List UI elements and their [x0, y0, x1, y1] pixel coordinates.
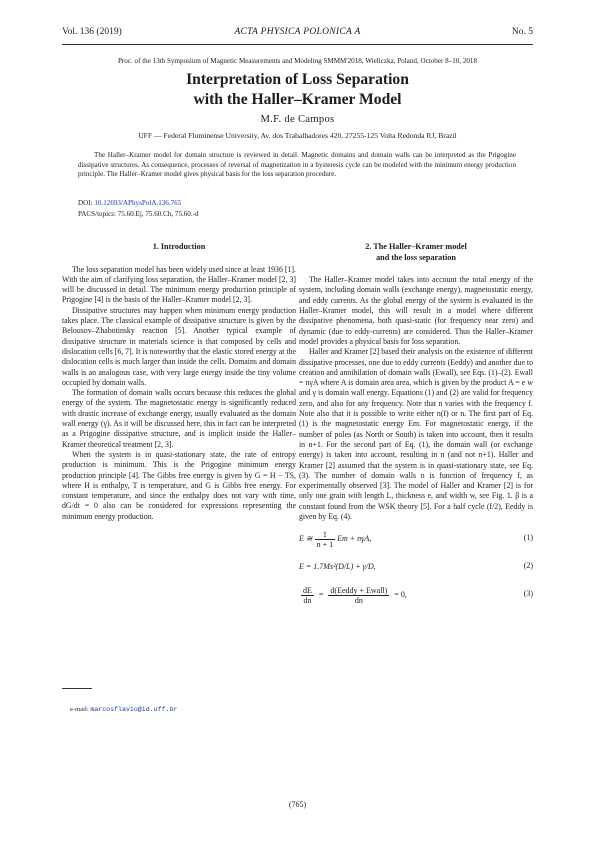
eq3-number: (3) [523, 589, 533, 599]
journal-name: ACTA PHYSICA POLONICA A [234, 27, 361, 37]
eq3-equals: = [318, 590, 324, 600]
pacs-line: PACS/topics: 75.60.Ej, 75.60.Ch, 75.60.-d [78, 210, 199, 218]
issue-label: No. 5 [511, 27, 533, 37]
author-email-link[interactable]: marcosflavio@id.uff.br [90, 706, 178, 713]
eq1-number: (1) [523, 533, 533, 543]
eq2-number: (2) [523, 561, 533, 571]
equation-2 [299, 556, 533, 578]
right-column [299, 242, 533, 606]
eq2-expression: E = 1.7Ms²(D/L) + γ/D, [299, 562, 376, 572]
eq3-rhs: = 0, [394, 590, 407, 600]
intro-paragraph: When the system is in quasi-stationary state, the rate of entropy production is minimum. This is the Prigogine minimum energy production principle [4]. The Gibbs free energy is given by G = H − TS, where H is enthalpy, T is temperature, and G is Gibbs free energy. For constant temperature, and since the enthalpy does not vary with time, dG/dt = 0 also can be considered for expressions representing the minimum energy production. [62, 449, 296, 521]
footnote-label: e-mail: [70, 706, 91, 713]
title-line-1: Interpretation of Loss Separation [186, 71, 409, 88]
section-heading-line-1: 2. The Haller–Kramer model [365, 242, 467, 251]
title-line-2: with the Haller–Kramer Model [193, 91, 402, 108]
paper-title [62, 70, 533, 110]
intro-paragraph: The formation of domain walls occurs because this reduces the global energy of the system. The magnetostatic energy is significantly reduced with drastic increase of exchange energy, usually evaluated as the domain wall energy (γ). As it will be discussed here, this in fact can be interpreted as a Prigogine dissipative structure, and is implicit inside the Haller–Kramer theoretical treatment [2, 3]. [62, 388, 296, 449]
volume-label: Vol. 136 (2019) [62, 27, 122, 37]
eq1-lhs: E ≅ [299, 534, 313, 544]
equation-1 [299, 528, 533, 550]
doi-line [78, 199, 181, 207]
eq3-fraction-right [328, 586, 389, 605]
doi-label: DOI: [78, 199, 95, 207]
left-column [62, 242, 296, 522]
abstract: The Haller–Kramer model for domain structure is reviewed in detail. Magnetic domains and domain walls can be interpreted as the Prigogine dissipative structures. As consequence, processes of reversal of magnetization in a hysteresis cycle can be modeled with the minimum energy production principle. The Haller–Kramer model gives physical basis for the loss separation procedure. [78, 151, 516, 179]
section-heading-line-2: and the loss separation [376, 252, 456, 262]
eq3-fraction-left [301, 586, 314, 605]
equation-3 [299, 584, 533, 606]
eq1-fraction [315, 530, 336, 549]
eq1-denominator: n + 1 [316, 539, 334, 549]
eq3-denominator-right: dn [328, 595, 389, 605]
author-name: M.F. de Campos [260, 114, 335, 125]
page-number: (765) [288, 800, 307, 809]
eq3-numerator-right: d(Eeddy + Ewall) [330, 585, 388, 595]
running-header [62, 27, 533, 41]
eq1-numerator: 1 [322, 529, 327, 539]
header-rule [62, 44, 533, 45]
intro-paragraph: Dissipative structures may happen when minimum energy production takes place. The classical example of dissipative structure is given by the Belousov–Zhabotinsky reaction [5]. Another typical example of dissipative structure in materials science is that composed by cells and dislocation cells [6, 7]. It is noteworthy that the elastic stored energy at the dislocation cells is much larger than inside the cells. Domains and domain walls is an analogous case, with very large energy inside the tiny volume occupied by domain walls. [62, 305, 297, 387]
footnote [70, 706, 177, 713]
eq1-rhs: Em + nγA, [337, 534, 372, 544]
section-heading-model [299, 242, 533, 263]
model-paragraph: Haller and Kramer [2] based their analysis on the existence of different dissipative processes, one due to eddy currents (Eeddy) and another due to creation and annihilation of domain walls (Ewall), see Eqs. (1)–(2). Ewall = nγA where A is domain area area, which is given by the product A = e w and γ is domain wall energy. Equations (1) and (2) are valid for frequency zero, and also for any frequency. Note that n varies with the frequency f. Note also that it is possible to write either n(f) or n. The first part of Eq. (1) is the magnetostatic energy Em. For magnetostatic energy, if the number of poles (as North or South) is taken into account, then it results in n+1. For the second part of Eq. (1), the domain wall (or exchange energy) is taken into account, resulting in n (and not n+1). Haller and Kramer [2] assumed that the system is in quasi-stationary state, see Eq. (3). The number of domain walls n is function of frequency f, as experimentally observed [3]. The model of Haller and Kramer [2] is for only one grain with length L, thickness e, and width w, see Fig. 1. β is a constant found from the WSK theory [5]. For a half cycle (f/2), Eeddy is given by Eq. (4). [299, 347, 533, 522]
section-heading-introduction: 1. Introduction [152, 242, 206, 251]
affiliation: UFF — Federal Fluminense University, Av. dos Trabalhadores 420, 27255-125 Volta Redonda RJ, Brazil [138, 131, 457, 140]
footnote-rule [62, 688, 92, 689]
intro-paragraph: The loss separation model has been widely used since at least 1936 [1]. With the aim of clarifying loss separation, the Haller–Kramer model [2, 3] will be discussed in detail. The minimum energy production principle of Prigogine [4] is the basis of the Haller–Kramer model [2, 3]. [62, 264, 296, 305]
proceedings-line: Proc. of the 13th Symposium of Magnetic Measurements and Modeling SMMM'2018, Wieliczka, Poland, October 8–10, 2018 [117, 57, 478, 65]
eq3-denominator-left: dn [301, 595, 314, 605]
model-paragraph: The Haller–Kramer model takes into account the total energy of the system, including domain walls (exchange energy), magnetostatic energy, and eddy currents. As the global energy of the system is evaluated in the Haller–Kramer model, this will result in a model where different dissipative phenomena, both quasi-static (for frequency near zero) and dynamic (due to eddy-currents) are considered. Thus the Haller–Kramer model provides a physical basis for loss separation. [299, 275, 533, 346]
eq3-numerator-left: dE [303, 585, 312, 595]
doi-link[interactable]: 10.12693/APhysPolA.136.765 [94, 199, 182, 207]
